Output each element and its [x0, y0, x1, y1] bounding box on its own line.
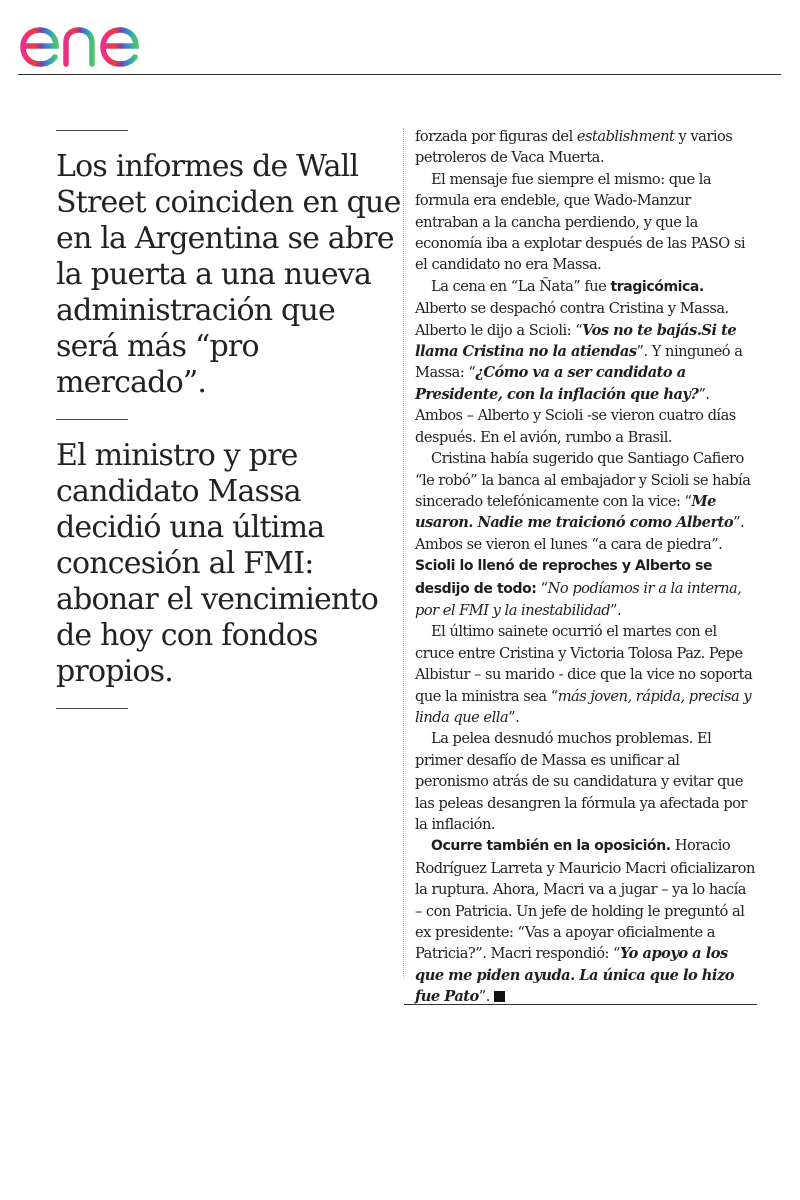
article-paragraph: La cena en “La Ñata” fue tragicómica. Alberto se despachó contra Cristina y Massa. Alberto le dijo a Scioli: “Vos no te bajás.Si te llama Cristina no la atiendas”. Y ninguneó a Massa: “¿Cómo va a ser candidato a Presidente, con la inflación que hay?”. Ambos – Alberto y Scioli -se vieron cuatro días después. En el avión, rumbo a Brasil.: [415, 277, 743, 446]
article-paragraph: Cristina había sugerido que Santiago Cafiero “le robó” la banca al embajador y Scioli se había sincerado telefónicamente con la vice: “Me usaron. Nadie me traicionó como Alberto”. Ambos se vieron el lunes “a cara de piedra”. Scioli lo llenó de reproches y Alberto se desdijo de todo: “No podíamos ir a la interna, por el FMI y la inestabilidad”.: [415, 450, 751, 619]
quote-divider: [56, 708, 128, 709]
pull-quote-1: Los informes de Wall Street coinciden en que en la Argentina se abre la puerta a una nueva administración que será más “pro mercado”.: [56, 149, 401, 400]
enel-logo: [18, 2, 183, 70]
column-divider: [403, 128, 404, 978]
article-paragraph: El mensaje fue siempre el mismo: que la formula era endeble, que Wado-Manzur entraban a la cancha perdiendo, y que la economía iba a explotar después de las PASO si el candidato no era Massa.: [415, 170, 746, 274]
footer-rule: [404, 1004, 757, 1005]
end-of-article-mark: [494, 991, 505, 1002]
article-paragraph: El último sainete ocurrió el martes con el cruce entre Cristina y Victoria Tolosa Paz. Pepe Albistur – su marido - dice que la vice no soporta que la ministra sea “más joven, rápida, precisa y linda que ella”.: [415, 623, 753, 726]
header-rule: [18, 74, 781, 75]
quote-divider: [56, 419, 128, 420]
pull-quotes: [56, 130, 401, 709]
quote-divider: [56, 130, 128, 131]
article-body: [415, 126, 755, 1008]
pull-quote-2: El ministro y pre candidato Massa decidió una última concesión al FMI: abonar el vencimiento de hoy con fondos propios.: [56, 438, 378, 689]
article-paragraph: forzada por figuras del establishment y varios petroleros de Vaca Muerta.: [415, 128, 733, 167]
article-paragraph: Ocurre también en la oposición. Horacio Rodríguez Larreta y Mauricio Macri oficializaron la ruptura. Ahora, Macri va a jugar – ya lo hacía – con Patricia. Un jefe de holding le preguntó al ex presidente: “Vas a apoyar oficialmente a Patricia?”. Macri respondió: “Yo apoyo a los que me piden ayuda. La única que lo hizo fue Pato”.: [415, 837, 755, 1006]
article-paragraph: La pelea desnudó muchos problemas. El primer desafío de Massa es unificar al peronismo atrás de su candidatura y evitar que las peleas desangren la fórmula ya afectada por la inflación.: [415, 730, 747, 833]
